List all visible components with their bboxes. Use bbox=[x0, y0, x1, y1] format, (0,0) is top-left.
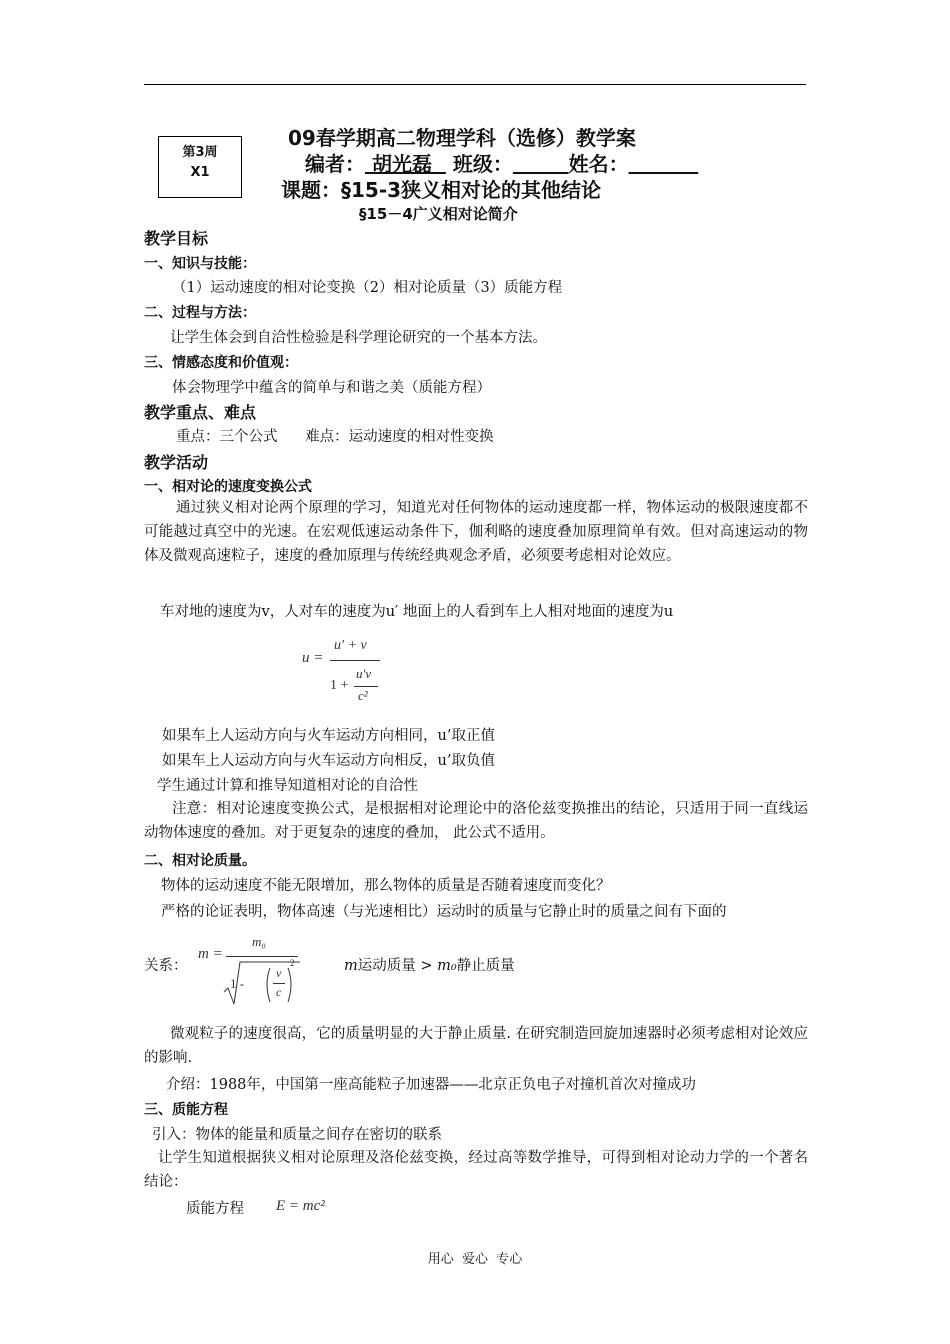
para-derivation: 让学生知道根据狭义相对论原理及洛伦兹变换，经过高等数学推导，可得到相对论动力学的一个著名结论： bbox=[144, 1150, 808, 1190]
page-title: 09春学期高二物理学科（选修）教学案 bbox=[288, 126, 636, 150]
editor-name: 胡光磊 bbox=[371, 152, 432, 176]
activity-heading: 教学活动 bbox=[144, 453, 209, 472]
velocity-formula: u = u′ + v 1 + u′v c² bbox=[300, 636, 420, 710]
goals-h1: 一、知识与技能： bbox=[144, 256, 256, 272]
name-blank bbox=[629, 152, 699, 176]
goals-heading: 教学目标 bbox=[144, 229, 209, 248]
class-label: 班级： bbox=[452, 152, 513, 176]
goals-l1: （1）运动速度的相对论变换（2）相对论质量（3）质能方程 bbox=[172, 280, 563, 296]
section-mass-energy: 三、质能方程 bbox=[144, 1102, 228, 1118]
key-heading: 教学重点、难点 bbox=[144, 403, 257, 422]
para-note: 注意：相对论速度变换公式，是根据相对论理论中的洛伦兹变换推出的结论，只适用于同一直线运动物体速度的叠加。对于更复杂的速度的叠加， 此公式不适用。 bbox=[144, 801, 808, 841]
week-box bbox=[158, 136, 242, 198]
para-velocity-def: 车对地的速度为v，人对车的速度为u′ 地面上的人看到车上人相对地面的速度为u bbox=[160, 604, 674, 620]
goals-l3: 体会物理学中蕴含的简单与和谐之美（质能方程） bbox=[172, 380, 491, 396]
section-velocity: 一、相对论的速度变换公式 bbox=[144, 479, 312, 495]
week-label: 第3周 bbox=[182, 145, 218, 160]
topic-line: 课题：§15-3狭义相对论的其他结论 bbox=[281, 178, 602, 202]
author-line bbox=[305, 148, 698, 177]
para-micro-particles: 微观粒子的速度很高，它的质量明显的大于静止质量. 在研究制造回旋加速器时必须考虑相对论效应的影响. bbox=[144, 1026, 808, 1066]
mass-energy-label: 质能方程 bbox=[186, 1201, 244, 1217]
goals-h3: 三、情感态度和价值观： bbox=[144, 355, 298, 371]
subtopic-line: §15－4广义相对论简介 bbox=[359, 205, 518, 223]
name-label: 姓名： bbox=[568, 152, 629, 176]
section-mass: 二、相对论质量。 bbox=[144, 853, 256, 869]
para-self-consistency: 学生通过计算和推导知道相对论的自洽性 bbox=[157, 778, 418, 794]
para-mass-question: 物体的运动速度不能无限增加，那么物体的质量是否随着速度而变化？ bbox=[161, 878, 611, 894]
mass-note: m运动质量 > m₀静止质量 bbox=[344, 958, 515, 974]
class-blank bbox=[513, 152, 569, 176]
week-code: X1 bbox=[190, 165, 210, 180]
page-footer: 用心 爱心 专心 bbox=[427, 1252, 523, 1267]
editor-label: 编者： bbox=[305, 152, 365, 176]
mass-energy-formula: E = mc² bbox=[276, 1198, 325, 1214]
para-opposite-direction: 如果车上人运动方向与火车运动方向相反，u’取负值 bbox=[162, 753, 495, 769]
para-lead-in: 引入：物体的能量和质量之间存在密切的联系 bbox=[152, 1127, 442, 1143]
goals-l2: 让学生体会到自洽性检验是科学理论研究的一个基本方法。 bbox=[170, 330, 547, 346]
mass-formula: m = m₀ 1 - v c 2 bbox=[196, 932, 306, 1010]
para-mass-proof: 严格的论证表明，物体高速（与光速相比）运动时的质量与它静止时的质量之间有下面的 bbox=[161, 904, 727, 920]
header-rule bbox=[144, 84, 806, 85]
key-line: 重点：三个公式 难点：运动速度的相对性变换 bbox=[176, 429, 494, 445]
relation-label: 关系： bbox=[144, 958, 188, 974]
para-velocity-intro: 通过狭义相对论两个原理的学习，知道光对任何物体的运动速度都一样，物体运动的极限速度都不可能越过真空中的光速。在宏观低速运动条件下，伽利略的速度叠加原理简单有效。但对高速运动的物体及微观高速粒子，速度的叠加原理与传统经典观念矛盾，必须要考虑相对论效应。 bbox=[144, 500, 808, 564]
para-introduction: 介绍：1988年，中国第一座高能粒子加速器——北京正负电子对撞机首次对撞成功 bbox=[166, 1077, 696, 1093]
goals-h2: 二、过程与方法： bbox=[144, 305, 256, 321]
para-same-direction: 如果车上人运动方向与火车运动方向相同，u’取正值 bbox=[162, 728, 495, 744]
